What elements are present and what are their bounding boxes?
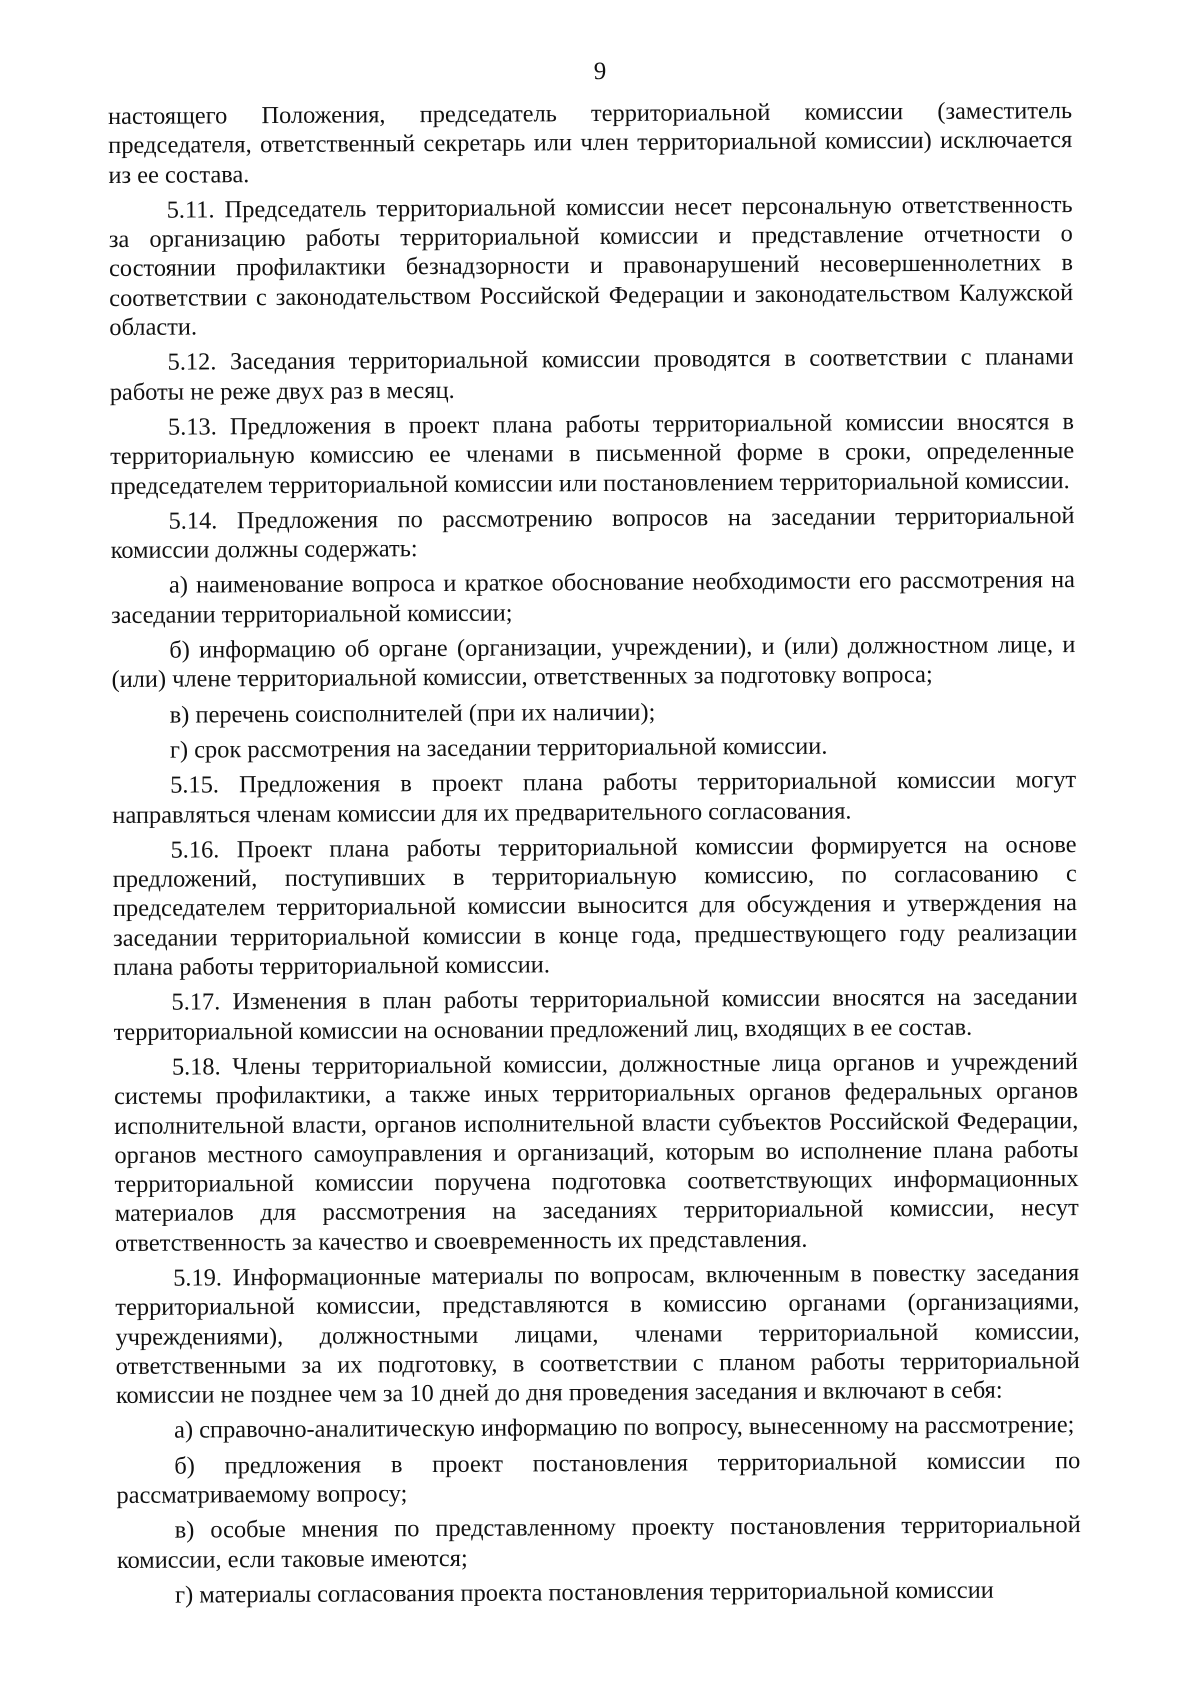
paragraph-5-19: 5.19. Информационные материалы по вопросам, включенным в повестку заседания территориальной комиссии, представляются в комиссию органами (организациями, учреждениями), должностными лицами, членами территориальной комиссии, ответственными за их подготовку, в соответствии с планом работы территориальной комиссии не позднее чем за 10 дней до дня проведения заседания и включают в себя: <box>115 1259 1080 1410</box>
paragraph-5-13: 5.13. Предложения в проект плана работы территориальной комиссии вносятся в территориальную комиссию ее членами в письменной форме в сроки, определенные председателем территориальной комиссии или постановлением территориальной комиссии. <box>110 408 1075 500</box>
document-body <box>108 96 1081 1616</box>
list-item-5-19-c: в) особые мнения по представленному проекту постановления территориальной комиссии, если таковые имеются; <box>116 1511 1081 1574</box>
paragraph-continuation: настоящего Положения, председатель территориальной комиссии (заместитель председателя, ответственный секретарь или член территориальной комиссии) исключается из ее состава. <box>108 97 1073 189</box>
page-number: 9 <box>593 58 607 85</box>
list-item-5-19-d: г) материалы согласования проекта постановления территориальной комиссии <box>175 1576 994 1609</box>
list-item-5-19-b: б) предложения в проект постановления территориальной комиссии по рассматриваемому вопросу; <box>116 1446 1081 1510</box>
paragraph-5-16: 5.16. Проект плана работы территориальной комиссии формируется на основе предложений, поступивших в территориальную комиссию, по согласованию с председателем территориальной комиссии выносится для обсуждения и утверждения на заседании территориальной комиссии в конце года, предшествующего году реализации плана работы территориальной комиссии. <box>112 830 1078 981</box>
list-item-5-14-d: г) срок рассмотрения на заседании территориальной комиссии. <box>169 732 828 764</box>
paragraph-5-11: 5.11. Председатель территориальной комиссии несет персональную ответственность за организацию работы территориальной комиссии и представление отчетности о состоянии профилактики безнадзорности и правонарушений несовершеннолетних в соответствии с законодательством Российской Федерации и законодательством Калужской области. <box>108 191 1074 342</box>
paragraph-5-14: 5.14. Предложения по рассмотрению вопросов на заседании территориальной комиссии должны содержать: <box>110 501 1075 565</box>
paragraph-5-15: 5.15. Предложения в проект плана работы территориальной комиссии могут направляться членам комиссии для их предварительного согласования. <box>112 766 1077 829</box>
list-item-5-14-c: в) перечень соисполнителей (при их наличии); <box>169 698 656 729</box>
list-item-5-14-a: а) наименование вопроса и краткое обоснование необходимости его рассмотрения на заседании территориальной комиссии; <box>111 566 1076 629</box>
paragraph-5-18: 5.18. Члены территориальной комиссии, должностные лица органов и учреждений системы профилактики, а также иных территориальных органов федеральных органов исполнительной власти, органов исполнительной власти субъектов Российской Федерации, органов местного самоуправления и организаций, которым во исполнение плана работы территориальной комиссии поручена подготовка соответствующих информационных материалов для рассмотрения на заседаниях территориальной комиссии, несут ответственность за качество и своевременность их представления. <box>113 1047 1079 1257</box>
paragraph-5-12: 5.12. Заседания территориальной комиссии проводятся в соответствии с планами работы не реже двух раз в месяц. <box>109 343 1074 406</box>
list-item-5-14-b: б) информацию об органе (организации, учреждении), и (или) должностном лице, и (или) члене территориальной комиссии, ответственных за подготовку вопроса; <box>111 631 1076 694</box>
paragraph-5-17: 5.17. Изменения в план работы территориальной комиссии вносятся на заседании территориальной комиссии на основании предложений лиц, входящих в ее состав. <box>113 983 1078 1046</box>
list-item-5-19-a: а) справочно-аналитическую информацию по вопросу, вынесенному на рассмотрение; <box>174 1411 1075 1445</box>
